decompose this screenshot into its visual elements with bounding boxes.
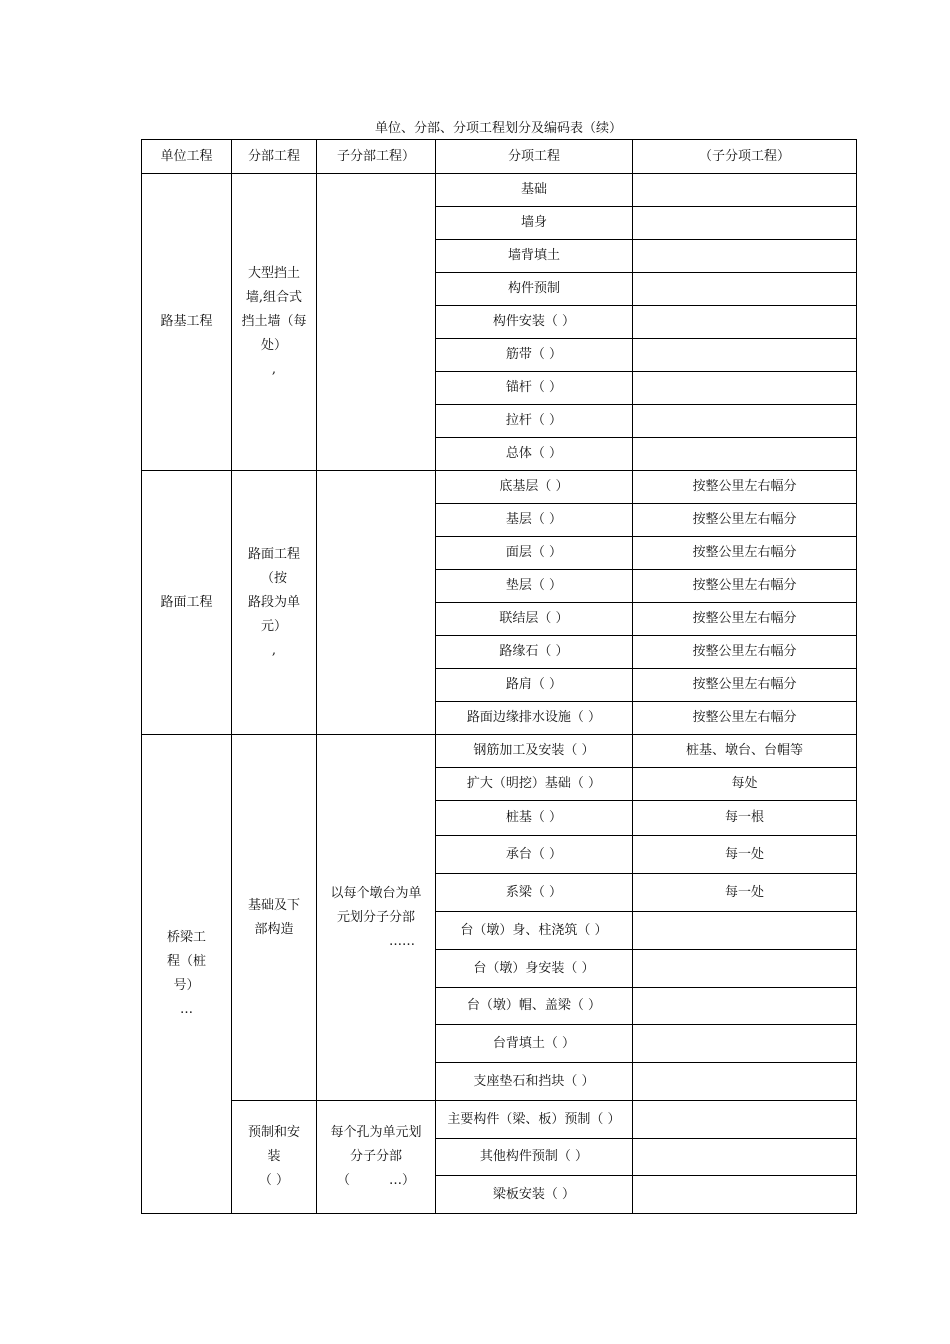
subitem-cell: 每一根 [633,801,857,836]
item-cell: 钢筋加工及安装（ ） [436,735,633,768]
header-subitem: （子分项工程） [633,140,857,174]
subdivision-line: （ …） [336,1173,415,1188]
division-line: 基础及下 [247,897,300,913]
subitem-cell [633,306,857,339]
subitem-cell [633,207,857,240]
division-line: 路段为单 [247,594,300,610]
unit-cell-pavement: 路面工程 [142,471,232,735]
table-row [142,1101,857,1139]
item-cell: 梁板安装（ ） [436,1176,633,1214]
item-cell: 底基层（ ） [436,471,633,504]
subdivision-line: 分子分部 [349,1149,402,1164]
subitem-cell [633,988,857,1025]
subitem-cell [633,339,857,372]
item-cell: 承台（ ） [436,836,633,874]
unit-line: 号） [173,978,200,993]
item-cell: 联结层（ ） [436,603,633,636]
division-line: , [271,362,277,377]
item-cell: 主要构件（梁、板）预制（ ） [436,1101,633,1139]
subitem-cell [633,405,857,438]
table-row [142,471,857,504]
subitem-cell [633,1176,857,1214]
item-cell: 构件安装（ ） [436,306,633,339]
subdivision-cell-empty [317,471,436,735]
header-item: 分项工程 [436,140,633,174]
item-cell: 总体（ ） [436,438,633,471]
division-line: （ ） [258,1173,290,1188]
item-cell: 墙背填土 [436,240,633,273]
subitem-cell: 按整公里左右幅分 [633,603,857,636]
subitem-cell [633,1101,857,1139]
subitem-cell: 按整公里左右幅分 [633,471,857,504]
item-cell: 台（墩）帽、盖梁（ ） [436,988,633,1025]
subitem-cell [633,438,857,471]
division-line: 装 [267,1149,281,1164]
subitem-cell [633,372,857,405]
table-row [142,735,857,768]
subitem-cell [633,273,857,306]
item-cell: 基础 [436,174,633,207]
item-cell: 垫层（ ） [436,570,633,603]
subitem-cell: 每处 [633,768,857,801]
subdivision-cell-empty [317,174,436,471]
item-cell: 台背填土（ ） [436,1025,633,1063]
subitem-cell: 每一处 [633,836,857,874]
subitem-cell: 按整公里左右幅分 [633,669,857,702]
item-cell: 构件预制 [436,273,633,306]
item-cell: 路缘石（ ） [436,636,633,669]
subitem-cell [633,1025,857,1063]
item-cell: 锚杆（ ） [436,372,633,405]
division-line: 元） [260,618,287,634]
unit-line: … [180,1002,193,1017]
subitem-cell [633,240,857,273]
item-cell: 路面边缘排水设施（ ） [436,702,633,735]
division-line: 墙,组合式 [245,290,303,305]
subitem-cell: 按整公里左右幅分 [633,537,857,570]
item-cell: 桩基（ ） [436,801,633,836]
unit-cell-bridge [142,735,232,1214]
header-subdivision: 子分部工程） [317,140,436,174]
division-line: 挡土墙（每 [241,314,307,329]
division-cell-retaining-wall [232,174,317,471]
item-cell: 支座垫石和挡块（ ） [436,1063,633,1101]
unit-cell-roadbed: 路基工程 [142,174,232,471]
item-cell: 台（墩）身、柱浇筑（ ） [436,912,633,950]
item-cell: 扩大（明挖）基础（ ） [436,768,633,801]
subdivision-line: 以每个墩台为单 [330,885,422,901]
unit-line: 程（桩 [166,954,206,969]
division-line: , [271,642,277,658]
header-unit: 单位工程 [142,140,232,174]
subitem-cell: 每一处 [633,874,857,912]
table-title: 单位、分部、分项工程划分及编码表（续） [374,121,622,136]
subdivision-cell-span [317,1101,436,1214]
item-cell: 其他构件预制（ ） [436,1139,633,1176]
division-cell-precast [232,1101,317,1214]
item-cell: 筋带（ ） [436,339,633,372]
item-cell: 系梁（ ） [436,874,633,912]
item-cell: 路肩（ ） [436,669,633,702]
subdivision-line: 元划分子分部 [336,909,415,925]
subitem-cell: 按整公里左右幅分 [633,702,857,735]
division-line: 大型挡土 [247,266,300,281]
item-cell: 台（墩）身安装（ ） [436,950,633,988]
header-row [142,140,857,174]
subitem-cell [633,912,857,950]
division-cell-foundation [232,735,317,1101]
subitem-cell: 桩基、墩台、台帽等 [633,735,857,768]
subitem-cell [633,174,857,207]
division-line: 部构造 [254,921,294,937]
subitem-cell: 按整公里左右幅分 [633,636,857,669]
subdivision-cell-pier [317,735,436,1101]
subdivision-line: 每个孔为单元划 [330,1125,422,1140]
division-cell-pavement [232,471,317,735]
item-cell: 面层（ ） [436,537,633,570]
subitem-cell [633,1139,857,1176]
subitem-cell [633,950,857,988]
division-line: 预制和安 [247,1125,300,1140]
item-cell: 墙身 [436,207,633,240]
subdivision-line: …… [389,933,415,949]
subitem-cell: 按整公里左右幅分 [633,504,857,537]
item-cell: 拉杆（ ） [436,405,633,438]
subitem-cell [633,1063,857,1101]
unit-line: 桥梁工 [166,930,206,945]
engineering-division-table [141,139,857,1214]
item-cell: 基层（ ） [436,504,633,537]
division-line: （按 [260,570,287,586]
division-line: 处） [260,338,287,353]
header-division: 分部工程 [232,140,317,174]
table-row [142,174,857,207]
division-line: 路面工程 [247,546,300,562]
subitem-cell: 按整公里左右幅分 [633,570,857,603]
